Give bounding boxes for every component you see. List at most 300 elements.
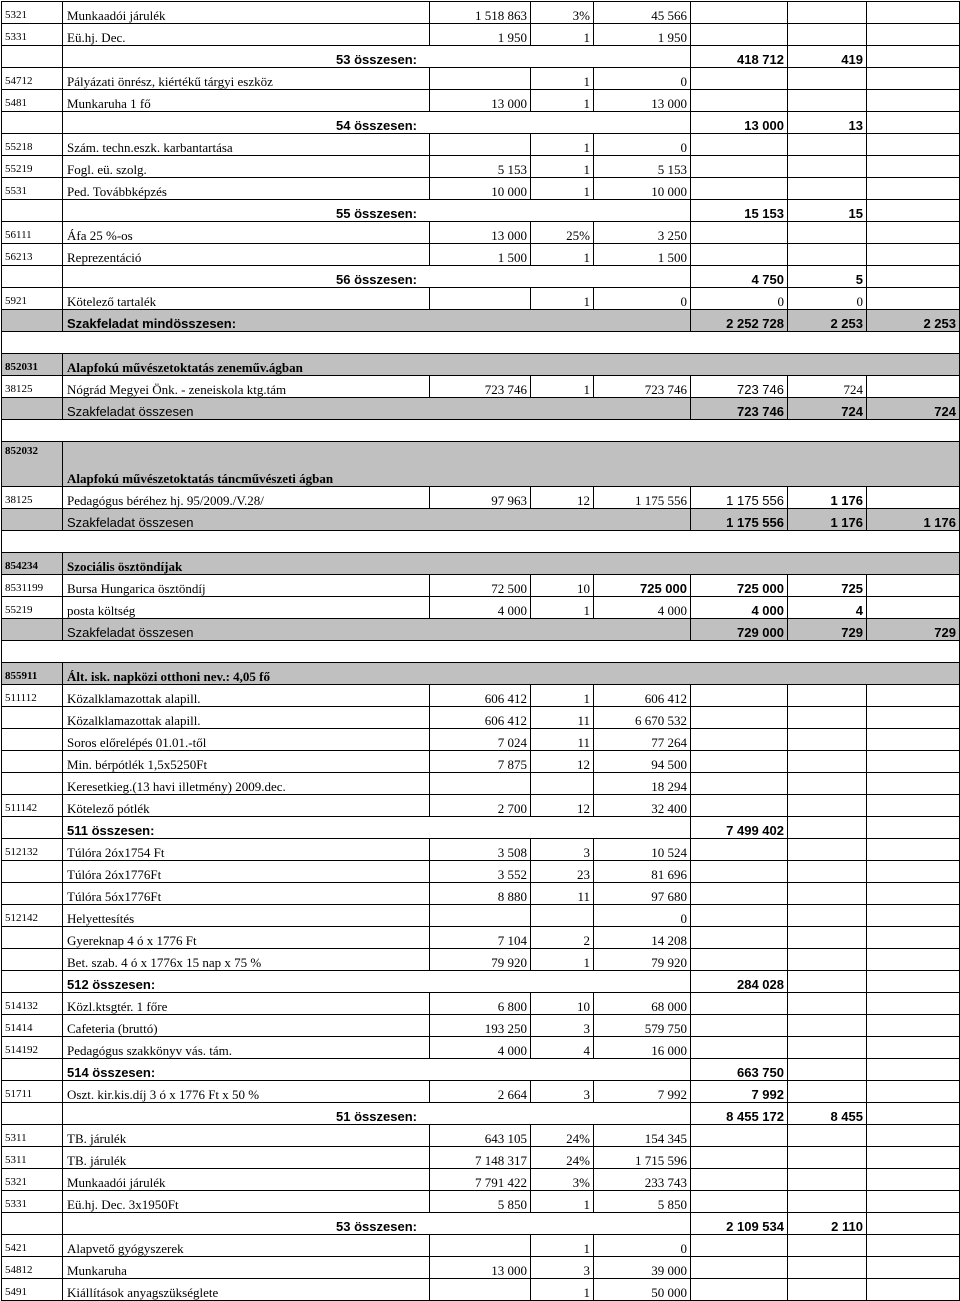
total-cell xyxy=(691,707,788,729)
quantity-cell: 1 xyxy=(531,1279,594,1301)
subtotal-cell: 1 175 556 xyxy=(594,487,691,509)
thousands-cell xyxy=(788,222,867,244)
thousands-cell xyxy=(788,773,867,795)
thousands-cell: 1 176 xyxy=(788,487,867,509)
spacer-row xyxy=(2,332,960,354)
task-total-cell xyxy=(867,178,960,200)
quantity-cell: 12 xyxy=(531,751,594,773)
total-cell: 418 712 xyxy=(691,46,788,68)
unit-amount-cell: 606 412 xyxy=(430,685,531,707)
account-code-cell xyxy=(2,927,63,949)
account-code-cell: 5921 xyxy=(2,288,63,310)
description-cell: Keresetkieg.(13 havi illetmény) 2009.dec. xyxy=(63,773,430,795)
thousands-cell xyxy=(788,1037,867,1059)
quantity-cell: 10 xyxy=(531,993,594,1015)
table-row xyxy=(2,1015,960,1037)
total-cell xyxy=(691,68,788,90)
total-cell xyxy=(691,1037,788,1059)
quantity-cell: 10 xyxy=(531,575,594,597)
table-row xyxy=(2,597,960,619)
spacer-cell xyxy=(2,420,960,442)
unit-amount-cell: 6 800 xyxy=(430,993,531,1015)
account-code-cell: 56213 xyxy=(2,244,63,266)
subtotal-cell: 0 xyxy=(594,288,691,310)
description-cell: Kötelező tartalék xyxy=(63,288,430,310)
subtotal-row xyxy=(2,200,960,222)
task-total-cell xyxy=(867,46,960,68)
task-total-cell xyxy=(867,949,960,971)
quantity-cell: 1 xyxy=(531,949,594,971)
description-cell: 53 összesen: xyxy=(63,1213,691,1235)
task-total-cell xyxy=(867,1125,960,1147)
subtotal-cell: 14 208 xyxy=(594,927,691,949)
thousands-cell xyxy=(788,1015,867,1037)
task-total-cell xyxy=(867,1103,960,1125)
task-total-cell xyxy=(867,883,960,905)
thousands-cell xyxy=(788,795,867,817)
unit-amount-cell: 7 104 xyxy=(430,927,531,949)
total-cell xyxy=(691,178,788,200)
unit-amount-cell: 1 950 xyxy=(430,24,531,46)
account-code-cell xyxy=(2,398,63,420)
task-total-cell xyxy=(867,1147,960,1169)
thousands-cell: 15 xyxy=(788,200,867,222)
quantity-cell: 1 xyxy=(531,178,594,200)
thousands-cell xyxy=(788,993,867,1015)
description-cell: Ped. Továbbképzés xyxy=(63,178,430,200)
total-cell xyxy=(691,134,788,156)
quantity-cell: 1 xyxy=(531,134,594,156)
total-cell: 723 746 xyxy=(691,376,788,398)
account-code-cell: 51414 xyxy=(2,1015,63,1037)
description-cell: Kiállítások anyagszükséglete xyxy=(63,1279,430,1301)
unit-amount-cell: 8 880 xyxy=(430,883,531,905)
quantity-cell: 3 xyxy=(531,839,594,861)
table-row xyxy=(2,90,960,112)
description-cell: Túlóra 2óx1754 Ft xyxy=(63,839,430,861)
subtotal-cell: 0 xyxy=(594,68,691,90)
quantity-cell: 11 xyxy=(531,729,594,751)
table-row xyxy=(2,883,960,905)
total-cell: 1 175 556 xyxy=(691,509,788,531)
table-row xyxy=(2,244,960,266)
unit-amount-cell xyxy=(430,134,531,156)
total-cell xyxy=(691,949,788,971)
account-code-cell xyxy=(2,751,63,773)
table-row xyxy=(2,905,960,927)
unit-amount-cell: 4 000 xyxy=(430,597,531,619)
account-code-cell: 8531199 xyxy=(2,575,63,597)
unit-amount-cell: 79 920 xyxy=(430,949,531,971)
description-cell: TB. járulék xyxy=(63,1125,430,1147)
account-code-cell xyxy=(2,112,63,134)
section-code-cell: 852032 xyxy=(2,442,63,487)
task-total-cell xyxy=(867,729,960,751)
total-cell: 2 109 534 xyxy=(691,1213,788,1235)
thousands-cell xyxy=(788,839,867,861)
account-code-cell: 5321 xyxy=(2,1169,63,1191)
quantity-cell: 1 xyxy=(531,24,594,46)
thousands-cell xyxy=(788,927,867,949)
description-cell: Min. bérpótlék 1,5x5250Ft xyxy=(63,751,430,773)
task-total-cell xyxy=(867,266,960,288)
table-row xyxy=(2,685,960,707)
thousands-cell: 13 xyxy=(788,112,867,134)
section-title-cell: Ált. isk. napközi otthoni nev.: 4,05 fő xyxy=(63,663,960,685)
table-row xyxy=(2,927,960,949)
task-total-cell xyxy=(867,134,960,156)
subtotal-cell: 50 000 xyxy=(594,1279,691,1301)
account-code-cell: 55218 xyxy=(2,134,63,156)
subtotal-cell: 13 000 xyxy=(594,90,691,112)
subtotal-cell: 10 524 xyxy=(594,839,691,861)
description-cell: Nógrád Megyei Önk. - zeneiskola ktg.tám xyxy=(63,376,430,398)
account-code-cell: 5321 xyxy=(2,2,63,24)
task-total-cell xyxy=(867,1213,960,1235)
task-total-cell xyxy=(867,861,960,883)
total-cell: 729 000 xyxy=(691,619,788,641)
table-row xyxy=(2,1169,960,1191)
thousands-cell: 8 455 xyxy=(788,1103,867,1125)
budget-table xyxy=(1,1,960,1301)
task-total-cell xyxy=(867,575,960,597)
description-cell: TB. járulék xyxy=(63,1147,430,1169)
table-row xyxy=(2,2,960,24)
total-cell: 284 028 xyxy=(691,971,788,993)
unit-amount-cell: 5 153 xyxy=(430,156,531,178)
quantity-cell: 11 xyxy=(531,707,594,729)
unit-amount-cell xyxy=(430,1279,531,1301)
subtotal-cell: 32 400 xyxy=(594,795,691,817)
subtotal-row xyxy=(2,817,960,839)
account-code-cell xyxy=(2,200,63,222)
thousands-cell xyxy=(788,817,867,839)
unit-amount-cell xyxy=(430,68,531,90)
task-total-cell: 2 253 xyxy=(867,310,960,332)
description-cell: Munkaadói járulék xyxy=(63,1169,430,1191)
total-cell xyxy=(691,156,788,178)
total-cell: 0 xyxy=(691,288,788,310)
quantity-cell: 1 xyxy=(531,68,594,90)
task-total-cell xyxy=(867,1235,960,1257)
total-cell xyxy=(691,861,788,883)
account-code-cell xyxy=(2,1059,63,1081)
thousands-cell: 2 110 xyxy=(788,1213,867,1235)
total-cell xyxy=(691,751,788,773)
quantity-cell: 3% xyxy=(531,2,594,24)
table-row xyxy=(2,575,960,597)
total-cell: 1 175 556 xyxy=(691,487,788,509)
total-cell xyxy=(691,1147,788,1169)
subtotal-row xyxy=(2,1103,960,1125)
account-code-cell: 38125 xyxy=(2,487,63,509)
total-cell xyxy=(691,1169,788,1191)
account-code-cell: 5331 xyxy=(2,1191,63,1213)
total-cell xyxy=(691,795,788,817)
quantity-cell: 2 xyxy=(531,927,594,949)
total-cell xyxy=(691,24,788,46)
account-code-cell: 56111 xyxy=(2,222,63,244)
unit-amount-cell: 2 700 xyxy=(430,795,531,817)
description-cell: 53 összesen: xyxy=(63,46,691,68)
thousands-cell xyxy=(788,1257,867,1279)
table-row xyxy=(2,751,960,773)
table-row xyxy=(2,1081,960,1103)
account-code-cell xyxy=(2,707,63,729)
task-total-cell xyxy=(867,1279,960,1301)
description-cell: 54 összesen: xyxy=(63,112,691,134)
unit-amount-cell xyxy=(430,1235,531,1257)
account-code-cell xyxy=(2,861,63,883)
account-code-cell xyxy=(2,817,63,839)
task-total-cell xyxy=(867,1081,960,1103)
table-row xyxy=(2,949,960,971)
description-cell: posta költség xyxy=(63,597,430,619)
description-cell: Áfa 25 %-os xyxy=(63,222,430,244)
quantity-cell: 12 xyxy=(531,487,594,509)
description-cell: Szakfeladat mindösszesen: xyxy=(63,310,691,332)
total-cell xyxy=(691,1191,788,1213)
total-cell xyxy=(691,773,788,795)
subtotal-cell: 5 850 xyxy=(594,1191,691,1213)
account-code-cell: 54712 xyxy=(2,68,63,90)
total-cell xyxy=(691,1015,788,1037)
table-row xyxy=(2,1125,960,1147)
account-code-cell xyxy=(2,509,63,531)
thousands-cell: 725 xyxy=(788,575,867,597)
total-cell: 15 153 xyxy=(691,200,788,222)
description-cell: Közalklamazottak alapill. xyxy=(63,707,430,729)
quantity-cell: 1 xyxy=(531,685,594,707)
section-code-cell: 855911 xyxy=(2,663,63,685)
unit-amount-cell xyxy=(430,773,531,795)
total-cell: 13 000 xyxy=(691,112,788,134)
table-row xyxy=(2,178,960,200)
subtotal-row xyxy=(2,1213,960,1235)
description-cell: Szakfeladat összesen xyxy=(63,398,691,420)
subtotal-row xyxy=(2,1059,960,1081)
spacer-row xyxy=(2,641,960,663)
unit-amount-cell xyxy=(430,905,531,927)
description-cell: Szakfeladat összesen xyxy=(63,619,691,641)
spacer-row xyxy=(2,531,960,553)
description-cell: Fogl. eü. szolg. xyxy=(63,156,430,178)
unit-amount-cell: 1 518 863 xyxy=(430,2,531,24)
spacer-row xyxy=(2,420,960,442)
account-code-cell: 5421 xyxy=(2,1235,63,1257)
thousands-cell xyxy=(788,68,867,90)
quantity-cell: 3 xyxy=(531,1015,594,1037)
total-cell xyxy=(691,905,788,927)
quantity-cell: 1 xyxy=(531,288,594,310)
quantity-cell: 25% xyxy=(531,222,594,244)
subtotal-row xyxy=(2,112,960,134)
total-cell xyxy=(691,1279,788,1301)
thousands-cell: 5 xyxy=(788,266,867,288)
table-row xyxy=(2,707,960,729)
unit-amount-cell: 72 500 xyxy=(430,575,531,597)
task-total-cell xyxy=(867,112,960,134)
account-code-cell: 54812 xyxy=(2,1257,63,1279)
section-title-cell: Alapfokú művészetoktatás zeneműv.ágban xyxy=(63,354,960,376)
total-cell: 2 252 728 xyxy=(691,310,788,332)
table-row xyxy=(2,1147,960,1169)
description-cell: Pályázati önrész, kiértékű tárgyi eszköz xyxy=(63,68,430,90)
subtotal-cell: 5 153 xyxy=(594,156,691,178)
account-code-cell xyxy=(2,1103,63,1125)
description-cell: 56 összesen: xyxy=(63,266,691,288)
unit-amount-cell: 97 963 xyxy=(430,487,531,509)
thousands-cell: 724 xyxy=(788,376,867,398)
thousands-cell xyxy=(788,1235,867,1257)
total-cell xyxy=(691,222,788,244)
thousands-cell xyxy=(788,178,867,200)
description-cell: Bet. szab. 4 ó x 1776x 15 nap x 75 % xyxy=(63,949,430,971)
task-total-cell xyxy=(867,156,960,178)
account-code-cell xyxy=(2,949,63,971)
total-cell: 725 000 xyxy=(691,575,788,597)
quantity-cell xyxy=(531,773,594,795)
subtotal-cell: 0 xyxy=(594,905,691,927)
task-total-cell xyxy=(867,707,960,729)
task-total-row xyxy=(2,398,960,420)
account-code-cell xyxy=(2,971,63,993)
table-row xyxy=(2,288,960,310)
thousands-cell xyxy=(788,861,867,883)
total-cell xyxy=(691,1257,788,1279)
subtotal-cell: 1 500 xyxy=(594,244,691,266)
section-title-cell: Szociális ösztöndíjak xyxy=(63,553,960,575)
subtotal-cell: 4 000 xyxy=(594,597,691,619)
quantity-cell: 3 xyxy=(531,1081,594,1103)
table-row xyxy=(2,1191,960,1213)
description-cell: Helyettesítés xyxy=(63,905,430,927)
thousands-cell xyxy=(788,1147,867,1169)
total-cell xyxy=(691,1235,788,1257)
section-header-row xyxy=(2,354,960,376)
task-total-cell xyxy=(867,244,960,266)
account-code-cell: 51711 xyxy=(2,1081,63,1103)
table-row xyxy=(2,795,960,817)
thousands-cell: 419 xyxy=(788,46,867,68)
account-code-cell: 5481 xyxy=(2,90,63,112)
thousands-cell xyxy=(788,1279,867,1301)
account-code-cell xyxy=(2,773,63,795)
unit-amount-cell xyxy=(430,288,531,310)
task-total-cell: 1 176 xyxy=(867,509,960,531)
description-cell: Munkaruha 1 fő xyxy=(63,90,430,112)
account-code-cell: 511112 xyxy=(2,685,63,707)
thousands-cell: 4 xyxy=(788,597,867,619)
thousands-cell xyxy=(788,1191,867,1213)
thousands-cell xyxy=(788,751,867,773)
thousands-cell xyxy=(788,707,867,729)
description-cell: 511 összesen: xyxy=(63,817,691,839)
task-total-row xyxy=(2,310,960,332)
description-cell: Alapvető gyógyszerek xyxy=(63,1235,430,1257)
spacer-cell xyxy=(2,641,960,663)
unit-amount-cell: 7 875 xyxy=(430,751,531,773)
unit-amount-cell: 4 000 xyxy=(430,1037,531,1059)
total-cell xyxy=(691,90,788,112)
account-code-cell xyxy=(2,46,63,68)
thousands-cell xyxy=(788,24,867,46)
account-code-cell: 511142 xyxy=(2,795,63,817)
task-total-cell xyxy=(867,751,960,773)
account-code-cell: 38125 xyxy=(2,376,63,398)
description-cell: Pedagógus szakkönyv vás. tám. xyxy=(63,1037,430,1059)
task-total-row xyxy=(2,619,960,641)
thousands-cell xyxy=(788,134,867,156)
account-code-cell: 512142 xyxy=(2,905,63,927)
table-row xyxy=(2,134,960,156)
table-row xyxy=(2,993,960,1015)
task-total-cell xyxy=(867,971,960,993)
subtotal-row xyxy=(2,266,960,288)
description-cell: Gyereknap 4 ó x 1776 Ft xyxy=(63,927,430,949)
thousands-cell: 724 xyxy=(788,398,867,420)
total-cell: 723 746 xyxy=(691,398,788,420)
description-cell: Munkaadói járulék xyxy=(63,2,430,24)
thousands-cell: 729 xyxy=(788,619,867,641)
subtotal-row xyxy=(2,46,960,68)
description-cell: Oszt. kir.kis.díj 3 ó x 1776 Ft x 50 % xyxy=(63,1081,430,1103)
subtotal-cell: 154 345 xyxy=(594,1125,691,1147)
total-cell: 8 455 172 xyxy=(691,1103,788,1125)
spacer-cell xyxy=(2,531,960,553)
task-total-cell xyxy=(867,817,960,839)
task-total-cell xyxy=(867,927,960,949)
task-total-cell xyxy=(867,839,960,861)
table-row xyxy=(2,68,960,90)
task-total-cell xyxy=(867,685,960,707)
table-row xyxy=(2,861,960,883)
description-cell: Bursa Hungarica ösztöndíj xyxy=(63,575,430,597)
account-code-cell: 514192 xyxy=(2,1037,63,1059)
total-cell: 4 000 xyxy=(691,597,788,619)
unit-amount-cell: 13 000 xyxy=(430,90,531,112)
thousands-cell xyxy=(788,1169,867,1191)
task-total-cell xyxy=(867,597,960,619)
subtotal-cell: 79 920 xyxy=(594,949,691,971)
task-total-cell xyxy=(867,288,960,310)
description-cell: 55 összesen: xyxy=(63,200,691,222)
table-row xyxy=(2,1235,960,1257)
task-total-cell xyxy=(867,1015,960,1037)
thousands-cell xyxy=(788,1125,867,1147)
quantity-cell: 24% xyxy=(531,1125,594,1147)
account-code-cell: 514132 xyxy=(2,993,63,1015)
task-total-cell xyxy=(867,1169,960,1191)
account-code-cell: 5531 xyxy=(2,178,63,200)
description-cell: Munkaruha xyxy=(63,1257,430,1279)
thousands-cell: 1 176 xyxy=(788,509,867,531)
thousands-cell xyxy=(788,2,867,24)
task-total-cell xyxy=(867,773,960,795)
total-cell xyxy=(691,729,788,751)
subtotal-cell: 6 670 532 xyxy=(594,707,691,729)
thousands-cell xyxy=(788,90,867,112)
account-code-cell: 5311 xyxy=(2,1125,63,1147)
subtotal-cell: 97 680 xyxy=(594,883,691,905)
quantity-cell: 12 xyxy=(531,795,594,817)
description-cell: Túlóra 5óx1776Ft xyxy=(63,883,430,905)
subtotal-cell: 10 000 xyxy=(594,178,691,200)
description-cell: Reprezentáció xyxy=(63,244,430,266)
total-cell: 7 499 402 xyxy=(691,817,788,839)
table-row xyxy=(2,1037,960,1059)
table-row xyxy=(2,222,960,244)
